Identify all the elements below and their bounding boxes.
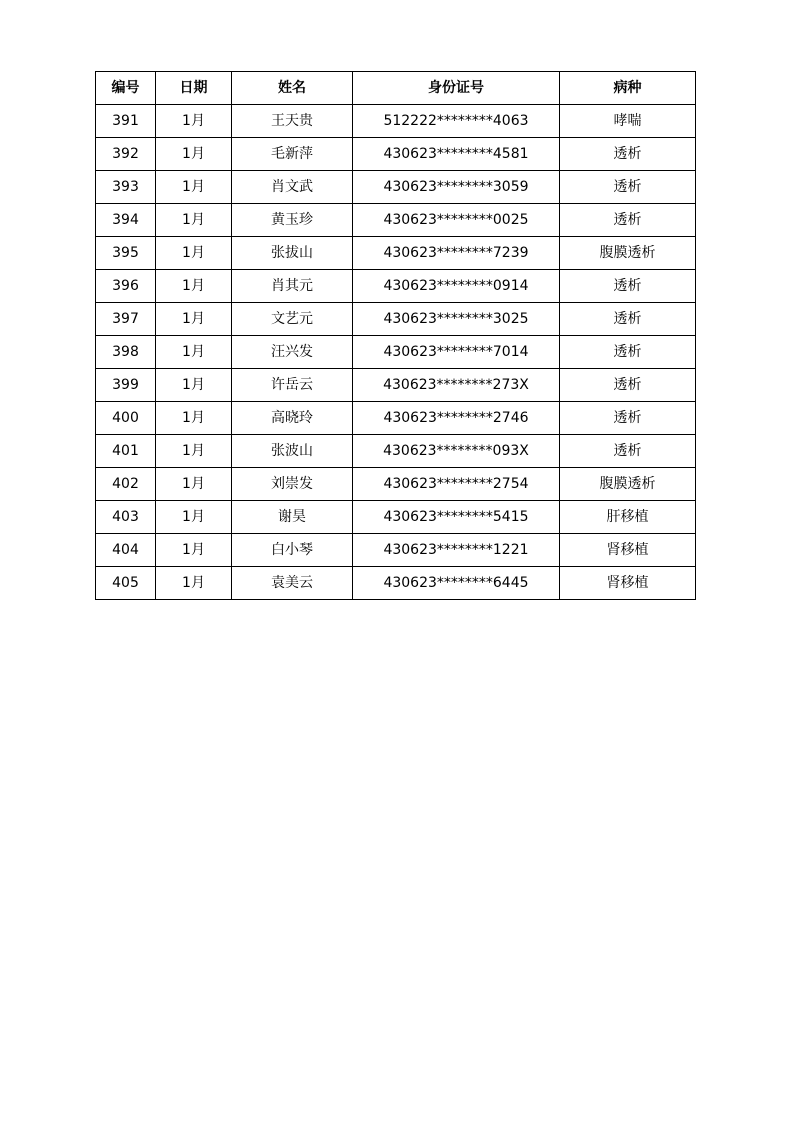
table-row	[96, 171, 696, 204]
cell-disease: 透析	[560, 171, 696, 204]
cell-name: 高晓玲	[232, 402, 353, 435]
cell-id: 392	[96, 138, 156, 171]
cell-disease: 肾移植	[560, 567, 696, 600]
cell-name: 袁美云	[232, 567, 353, 600]
cell-id-number: 430623********5415	[353, 501, 560, 534]
cell-id-number: 430623********0914	[353, 270, 560, 303]
cell-date: 1月	[156, 270, 232, 303]
header-name: 姓名	[232, 72, 353, 105]
cell-date: 1月	[156, 171, 232, 204]
cell-id-number: 430623********1221	[353, 534, 560, 567]
cell-id: 401	[96, 435, 156, 468]
cell-id: 400	[96, 402, 156, 435]
header-disease: 病种	[560, 72, 696, 105]
cell-disease: 透析	[560, 402, 696, 435]
cell-id: 394	[96, 204, 156, 237]
cell-disease: 透析	[560, 435, 696, 468]
cell-id: 403	[96, 501, 156, 534]
header-row	[96, 72, 696, 105]
cell-id-number: 512222********4063	[353, 105, 560, 138]
cell-date: 1月	[156, 468, 232, 501]
cell-id-number: 430623********2754	[353, 468, 560, 501]
cell-date: 1月	[156, 567, 232, 600]
cell-name: 张拔山	[232, 237, 353, 270]
cell-date: 1月	[156, 204, 232, 237]
cell-date: 1月	[156, 534, 232, 567]
table-row	[96, 270, 696, 303]
header-id: 编号	[96, 72, 156, 105]
cell-id-number: 430623********7239	[353, 237, 560, 270]
cell-disease: 肾移植	[560, 534, 696, 567]
cell-name: 黄玉珍	[232, 204, 353, 237]
cell-name: 谢昊	[232, 501, 353, 534]
cell-name: 张波山	[232, 435, 353, 468]
table-row	[96, 204, 696, 237]
cell-id: 395	[96, 237, 156, 270]
cell-date: 1月	[156, 336, 232, 369]
cell-name: 毛新萍	[232, 138, 353, 171]
cell-disease: 腹膜透析	[560, 468, 696, 501]
table-body	[96, 105, 696, 600]
cell-name: 肖文武	[232, 171, 353, 204]
cell-disease: 腹膜透析	[560, 237, 696, 270]
cell-id-number: 430623********273X	[353, 369, 560, 402]
table-row	[96, 237, 696, 270]
cell-name: 文艺元	[232, 303, 353, 336]
cell-id: 398	[96, 336, 156, 369]
cell-id-number: 430623********3025	[353, 303, 560, 336]
cell-disease: 透析	[560, 336, 696, 369]
cell-id-number: 430623********0025	[353, 204, 560, 237]
table-row	[96, 534, 696, 567]
table-row	[96, 435, 696, 468]
cell-disease: 透析	[560, 204, 696, 237]
header-date: 日期	[156, 72, 232, 105]
cell-id: 391	[96, 105, 156, 138]
cell-name: 刘崇发	[232, 468, 353, 501]
cell-name: 许岳云	[232, 369, 353, 402]
cell-date: 1月	[156, 369, 232, 402]
table-row	[96, 501, 696, 534]
table-row	[96, 468, 696, 501]
table-row	[96, 303, 696, 336]
table-row	[96, 369, 696, 402]
cell-disease: 透析	[560, 303, 696, 336]
cell-disease: 透析	[560, 270, 696, 303]
cell-date: 1月	[156, 105, 232, 138]
table-row	[96, 567, 696, 600]
cell-date: 1月	[156, 435, 232, 468]
cell-id: 404	[96, 534, 156, 567]
cell-name: 肖其元	[232, 270, 353, 303]
cell-date: 1月	[156, 501, 232, 534]
cell-date: 1月	[156, 237, 232, 270]
cell-disease: 透析	[560, 138, 696, 171]
cell-id-number: 430623********4581	[353, 138, 560, 171]
cell-date: 1月	[156, 303, 232, 336]
patient-table	[95, 71, 696, 600]
cell-name: 白小琴	[232, 534, 353, 567]
table-header	[96, 72, 696, 105]
cell-disease: 哮喘	[560, 105, 696, 138]
table-row	[96, 402, 696, 435]
cell-id-number: 430623********6445	[353, 567, 560, 600]
cell-name: 汪兴发	[232, 336, 353, 369]
cell-id: 393	[96, 171, 156, 204]
cell-disease: 透析	[560, 369, 696, 402]
cell-date: 1月	[156, 138, 232, 171]
header-id-number: 身份证号	[353, 72, 560, 105]
cell-date: 1月	[156, 402, 232, 435]
cell-id-number: 430623********3059	[353, 171, 560, 204]
table-row	[96, 138, 696, 171]
table-row	[96, 105, 696, 138]
cell-id-number: 430623********093X	[353, 435, 560, 468]
cell-id-number: 430623********7014	[353, 336, 560, 369]
cell-id: 396	[96, 270, 156, 303]
cell-disease: 肝移植	[560, 501, 696, 534]
cell-id-number: 430623********2746	[353, 402, 560, 435]
cell-id: 405	[96, 567, 156, 600]
cell-id: 399	[96, 369, 156, 402]
cell-id: 402	[96, 468, 156, 501]
cell-name: 王天贵	[232, 105, 353, 138]
table-row	[96, 336, 696, 369]
cell-id: 397	[96, 303, 156, 336]
